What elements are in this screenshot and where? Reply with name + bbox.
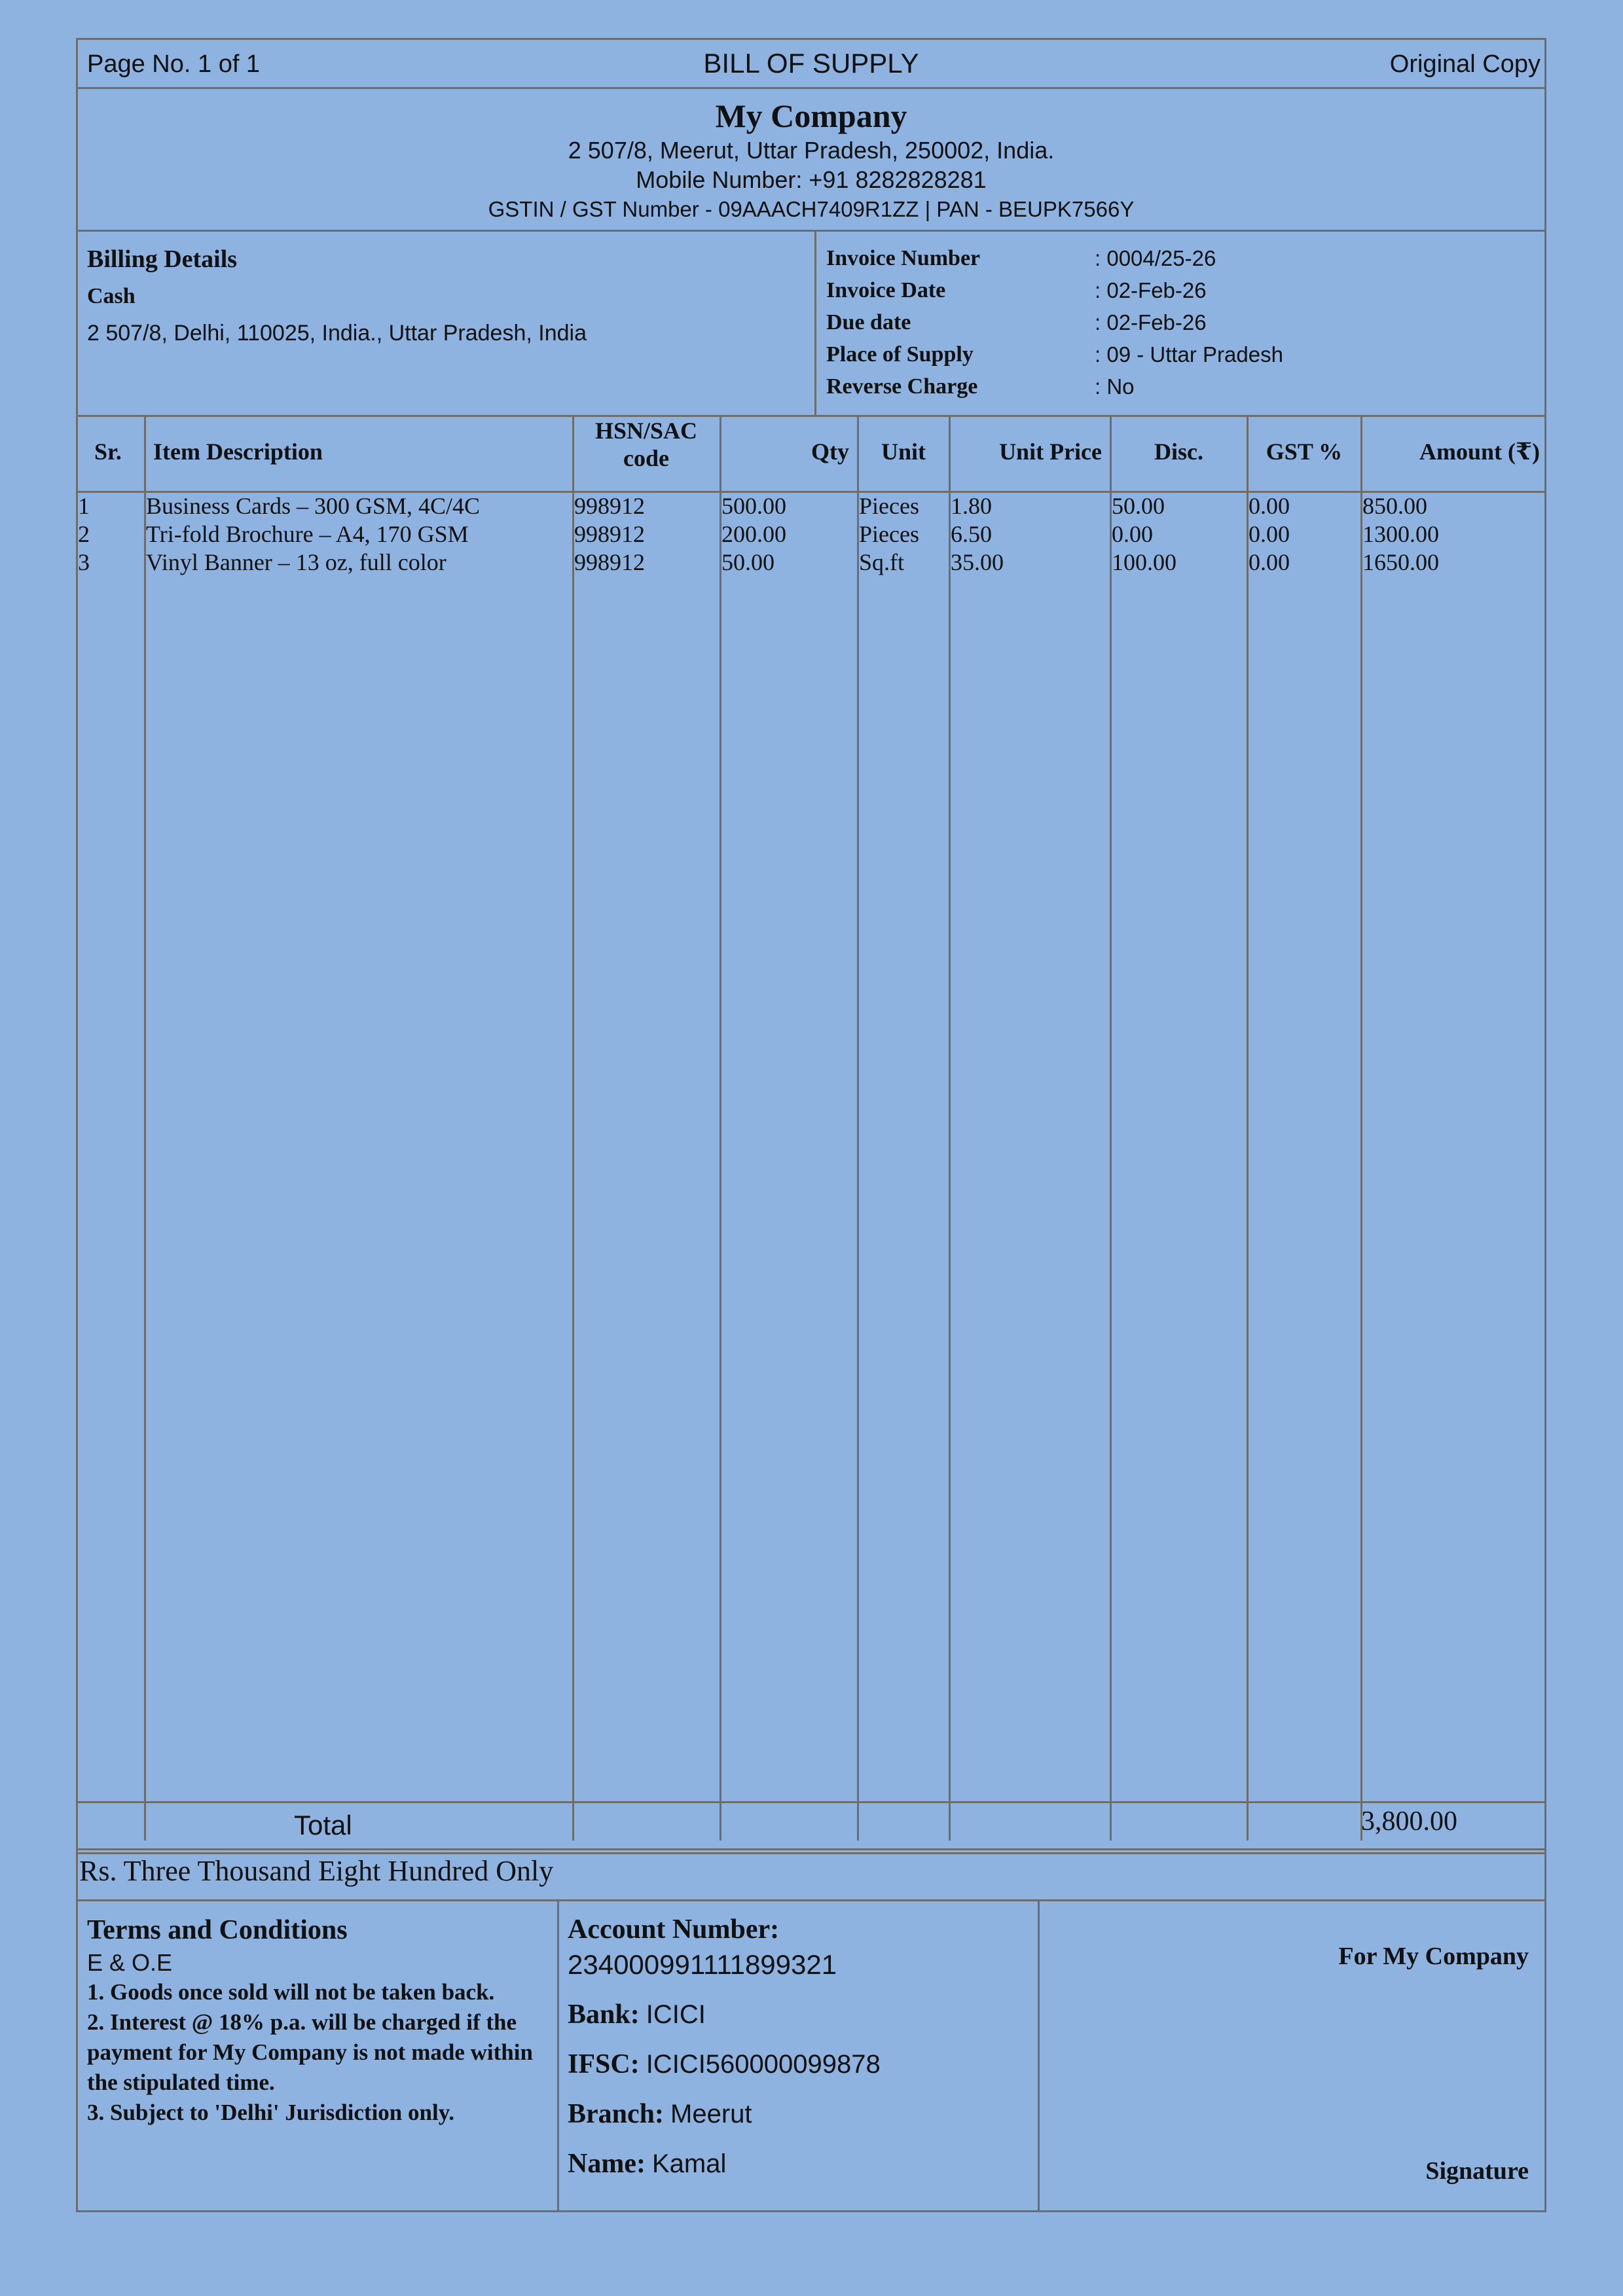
holder-name-label: Name:	[568, 2149, 646, 2179]
copy-type: Original Copy	[1389, 50, 1541, 78]
bank-value: ICICI	[646, 2000, 706, 2029]
bank-ifsc-row	[568, 2047, 1026, 2082]
cell-unit: Pieces	[859, 493, 919, 519]
terms-item: 3. Subject to 'Delhi' Jurisdiction only.	[87, 2100, 455, 2125]
terms-item: 2. Interest @ 18% p.a. will be charged if the payment for My Company is not made within the stipulated time.	[87, 2009, 533, 2095]
meta-label: Place of Supply	[826, 342, 974, 367]
branch-value: Meerut	[670, 2100, 752, 2128]
meta-value: : No	[1095, 374, 1135, 399]
cell-unit: Sq.ft	[859, 549, 905, 575]
bank-account-row	[568, 1912, 1026, 1947]
bank-label: Bank:	[568, 2000, 640, 2030]
terms-title: Terms and Conditions	[87, 1915, 348, 1945]
billing-title: Billing Details	[87, 245, 238, 273]
company-gstin-pan: GSTIN / GST Number - 09AAACH7409R1ZZ | PAN - BEUPK7566Y	[488, 197, 1135, 221]
cell-description: Vinyl Banner – 13 oz, full color	[146, 549, 447, 575]
col-header-hsn-line2: code	[623, 445, 669, 471]
invoice-top-bar	[78, 40, 1544, 88]
divider	[144, 415, 146, 1840]
cell-sr: 3	[78, 549, 90, 575]
bank-branch-row	[568, 2096, 1026, 2132]
col-header-hsn	[573, 417, 720, 472]
meta-value: : 02-Feb-26	[1095, 310, 1207, 334]
cell-qty: 200.00	[721, 521, 786, 547]
cell-unit: Pieces	[859, 521, 919, 547]
terms-eoe: E & O.E	[87, 1949, 173, 1976]
divider	[1038, 1901, 1040, 2210]
bank-name-row	[568, 1997, 1026, 2032]
meta-row-place-of-supply	[826, 342, 1415, 374]
divider	[78, 1801, 1544, 1803]
divider	[720, 415, 721, 1840]
terms-item: 1. Goods once sold will not be taken back.	[87, 1979, 495, 2005]
bank-holder-row	[568, 2146, 1026, 2181]
cell-hsn: 998912	[574, 521, 645, 547]
divider	[78, 1848, 1544, 1850]
cell-amount: 1300.00	[1362, 521, 1439, 547]
cell-discount: 50.00	[1112, 493, 1165, 519]
col-header-unit-price: Unit Price	[999, 439, 1102, 465]
amount-in-words: Rs. Three Thousand Eight Hundred Only	[79, 1855, 554, 1887]
ifsc-label: IFSC:	[568, 2049, 640, 2079]
total-value: 3,800.00	[1361, 1806, 1457, 1837]
divider	[78, 1899, 1544, 1901]
signature-label: Signature	[1425, 2157, 1529, 2185]
col-header-sr: Sr.	[94, 439, 122, 465]
company-name: My Company	[715, 98, 907, 134]
company-address: 2 507/8, Meerut, Uttar Pradesh, 250002, India.	[568, 137, 1055, 164]
col-header-discount: Disc.	[1154, 439, 1203, 465]
bank-account-number: 234000991111899321	[568, 1949, 837, 1980]
meta-value: : 09 - Uttar Pradesh	[1095, 342, 1283, 367]
meta-value: : 02-Feb-26	[1095, 278, 1207, 302]
meta-label: Reverse Charge	[826, 374, 978, 399]
divider	[557, 1901, 559, 2210]
cell-gst: 0.00	[1249, 493, 1290, 519]
company-block	[78, 90, 1544, 231]
cell-unit-price: 6.50	[951, 521, 992, 547]
cell-discount: 0.00	[1112, 521, 1153, 547]
cell-unit-price: 35.00	[951, 549, 1004, 575]
meta-label: Invoice Date	[826, 278, 946, 302]
divider	[572, 415, 574, 1840]
divider	[857, 415, 859, 1840]
page-number: Page No. 1 of 1	[87, 50, 261, 78]
col-header-description: Item Description	[153, 439, 323, 465]
cell-qty: 500.00	[721, 493, 786, 519]
col-header-hsn-line1: HSN/SAC	[594, 418, 698, 444]
for-company-label: For My Company	[1338, 1943, 1529, 1970]
cell-sr: 2	[78, 521, 90, 547]
col-header-unit: Unit	[881, 439, 926, 465]
meta-row-invoice-date	[826, 278, 1415, 310]
meta-row-due-date	[826, 310, 1415, 342]
billing-address: 2 507/8, Delhi, 110025, India., Uttar Pradesh, India	[87, 321, 587, 346]
cell-hsn: 998912	[574, 493, 645, 519]
bank-account-label: Account Number:	[568, 1914, 780, 1945]
meta-row-invoice-number	[826, 246, 1415, 278]
divider	[814, 231, 816, 415]
bank-details	[568, 1912, 1026, 2196]
cell-amount: 1650.00	[1362, 549, 1439, 575]
col-header-qty: Qty	[811, 439, 849, 465]
col-header-gst: GST %	[1266, 439, 1343, 465]
cell-discount: 100.00	[1112, 549, 1176, 575]
billing-block	[78, 232, 1544, 415]
cell-unit-price: 1.80	[951, 493, 992, 519]
meta-row-reverse-charge	[826, 374, 1415, 406]
meta-label: Due date	[826, 310, 911, 334]
divider	[78, 415, 1544, 417]
total-label: Total	[294, 1810, 352, 1840]
document-title: BILL OF SUPPLY	[703, 48, 919, 79]
branch-label: Branch:	[568, 2099, 664, 2129]
cell-gst: 0.00	[1249, 549, 1290, 575]
meta-value: : 0004/25-26	[1095, 246, 1216, 270]
divider	[1110, 415, 1112, 1840]
cell-hsn: 998912	[574, 549, 645, 575]
cell-amount: 850.00	[1362, 493, 1427, 519]
divider	[78, 87, 1544, 89]
cell-sr: 1	[78, 493, 90, 519]
cell-gst: 0.00	[1249, 521, 1290, 547]
ifsc-value: ICICI560000099878	[646, 2050, 881, 2079]
company-mobile: Mobile Number: +91 8282828281	[636, 166, 987, 193]
divider	[1247, 415, 1249, 1840]
divider	[949, 415, 951, 1840]
cell-qty: 50.00	[721, 549, 775, 575]
terms-and-conditions	[87, 1912, 545, 2128]
cell-description: Business Cards – 300 GSM, 4C/4C	[146, 493, 481, 519]
invoice-sheet	[76, 38, 1546, 2212]
meta-label: Invoice Number	[826, 246, 981, 270]
col-header-amount: Amount (₹)	[1419, 439, 1540, 465]
billing-name: Cash	[87, 284, 136, 308]
divider	[1360, 415, 1362, 1840]
holder-name-value: Kamal	[651, 2149, 727, 2178]
cell-description: Tri-fold Brochure – A4, 170 GSM	[146, 521, 469, 547]
